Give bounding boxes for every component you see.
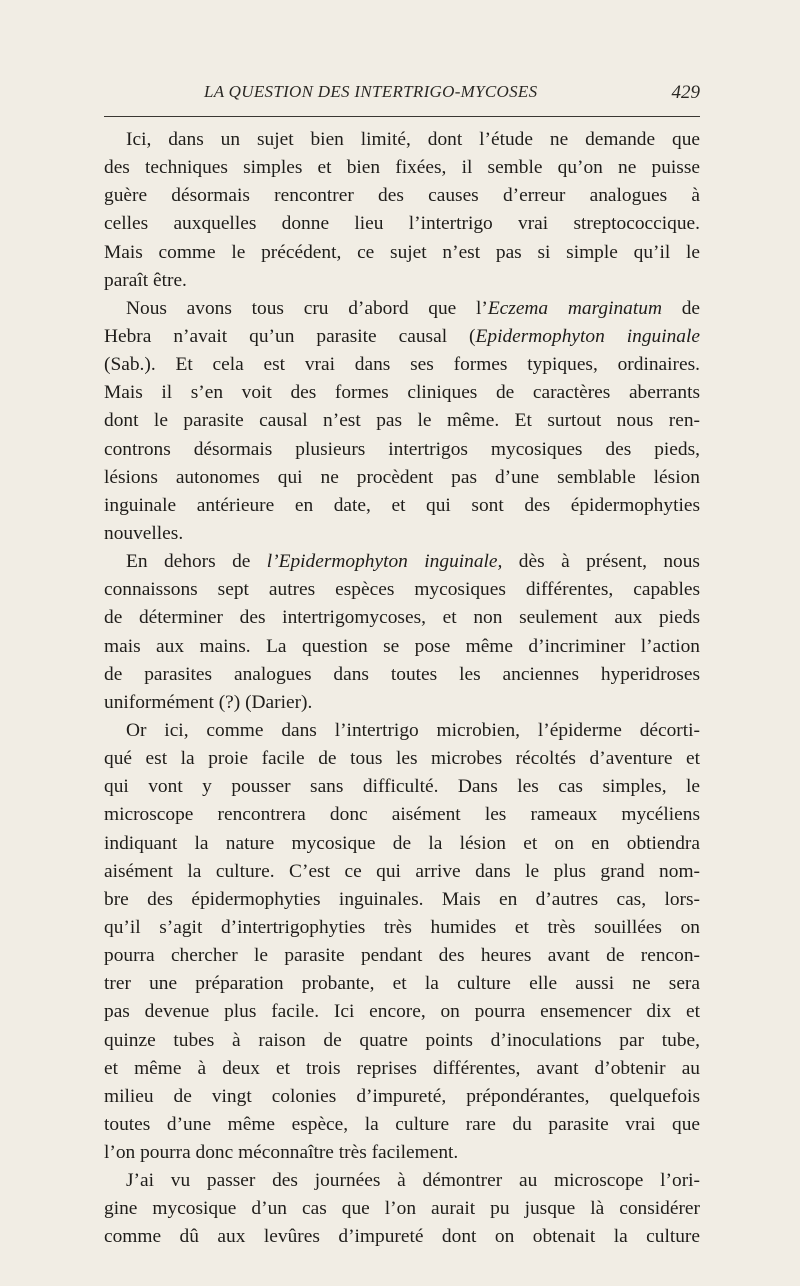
text-line: Or ici, comme dans l’intertrigo microbien, l’épiderme décorti- (126, 719, 700, 741)
text-line: Ici, dans un sujet bien limité, dont l’étude ne demande que (126, 129, 700, 150)
text-line: de parasites analogues dans toutes les anciennes hyperidroses (104, 663, 700, 685)
page-header (104, 82, 700, 112)
text-fragment: Nous avons tous cru d’abord que l’ (126, 297, 488, 319)
text-line: trer une préparation probante, et la culture elle aussi ne sera (104, 973, 700, 995)
text-line: controns désormais plusieurs intertrigos mycosiques des pieds, (104, 438, 700, 460)
text-line: l’on pourra donc méconnaître très facilement. (104, 1142, 459, 1164)
text-line: qué est la proie facile de tous les microbes récoltés d’aventure et (104, 748, 700, 770)
text-line: des techniques simples et bien fixées, il semble qu’on ne puisse (104, 157, 700, 179)
text-line: nouvelles. (104, 522, 184, 544)
italic-term: l’Epidermophyton inguinale, (266, 551, 503, 573)
header-rule (104, 116, 700, 117)
text-line (104, 323, 700, 351)
text-line: de déterminer des intertrigomycoses, et non seulement aux pieds (104, 607, 700, 629)
text-line: inguinale antérieure en date, et qui sont des épidermophyties (104, 494, 700, 516)
italic-term: Epidermophyton inguinale (475, 325, 701, 347)
text-line: microscope rencontrera donc aisément les rameaux mycéliens (104, 804, 700, 826)
text-line: pas devenue plus facile. Ici encore, on pourra ensemencer dix et (104, 1001, 700, 1023)
text-line: Mais comme le précédent, ce sujet n’est pas si simple qu’il le (104, 241, 700, 263)
italic-term: Eczema marginatum (487, 297, 662, 319)
text-line: dont le parasite causal n’est pas le même. Et surtout nous ren- (104, 410, 700, 432)
text-fragment: En dehors de (126, 551, 267, 573)
text-line: milieu de vingt colonies d’impureté, prépondérantes, quelquefois (104, 1085, 700, 1107)
text-line: (Sab.). Et cela est vrai dans ses formes typiques, ordinaires. (104, 354, 700, 376)
text-fragment: Hebra n’avait qu’un parasite causal ( (104, 325, 476, 347)
text-line (104, 548, 700, 576)
text-line (104, 295, 700, 323)
text-line: guère désormais rencontrer des causes d’erreur analogues à (104, 185, 700, 207)
body-text (104, 126, 700, 1252)
text-fragment: de (661, 297, 700, 319)
page-number: 429 (671, 82, 700, 103)
text-line: connaissons sept autres espèces mycosiques différentes, capables (104, 579, 700, 601)
text-line: pourra chercher le parasite pendant des heures avant de rencon- (104, 945, 700, 967)
text-line: celles auxquelles donne lieu l’intertrigo vrai streptococcique. (104, 213, 700, 235)
text-line: mais aux mains. La question se pose même d’incriminer l’action (104, 635, 700, 657)
text-line: bre des épidermophyties inguinales. Mais en d’autres cas, lors- (104, 888, 700, 910)
text-line: uniformément (?) (Darier). (104, 691, 313, 713)
text-line: gine mycosique d’un cas que l’on aurait pu jusque là considérer (104, 1198, 700, 1220)
text-line: lésions autonomes qui ne procèdent pas d’une semblable lésion (104, 466, 700, 488)
text-line: Mais il s’en voit des formes cliniques de caractères aberrants (104, 382, 700, 404)
text-line: qui vont y pousser sans difficulté. Dans les cas simples, le (104, 776, 700, 798)
text-line: quinze tubes à raison de quatre points d’inoculations par tube, (104, 1029, 700, 1051)
text-line: qu’il s’agit d’intertrigophyties très humides et très souillées on (104, 916, 700, 938)
text-line: toutes d’une même espèce, la culture rare du parasite vrai que (104, 1113, 700, 1135)
text-line: et même à deux et trois reprises différentes, avant d’obtenir au (104, 1057, 700, 1079)
text-line: aisément la culture. C’est ce qui arrive dans le plus grand nom- (104, 860, 700, 882)
text-fragment: dès à présent, nous (502, 551, 700, 573)
running-title: LA QUESTION DES INTERTRIGO-MYCOSES (204, 82, 538, 101)
text-line: J’ai vu passer des journées à démontrer au microscope l’ori- (126, 1170, 700, 1192)
text-line: indiquant la nature mycosique de la lésion et on en obtiendra (104, 832, 700, 854)
text-line: comme dû aux levûres d’impureté dont on obtenait la culture (104, 1226, 700, 1248)
text-line: paraît être. (104, 269, 187, 291)
